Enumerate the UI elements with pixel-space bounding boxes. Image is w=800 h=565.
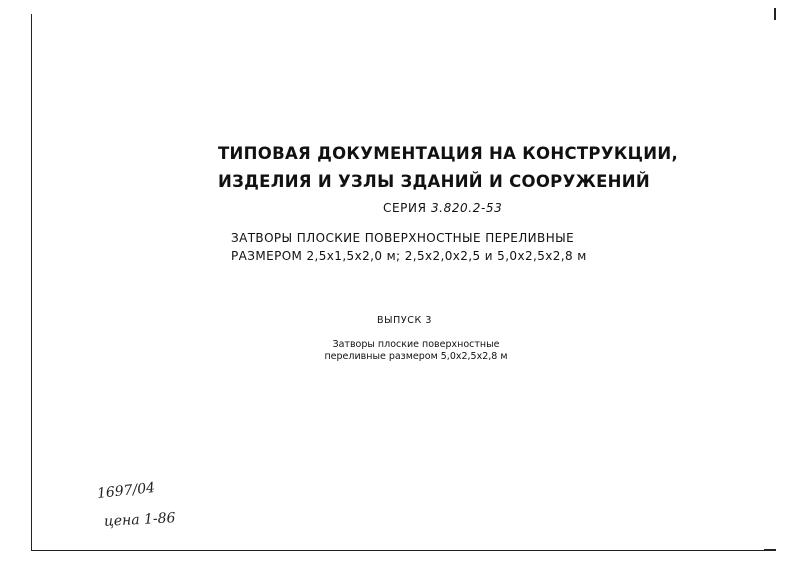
handwritten-code: 1697/04 [96,480,156,502]
document-title [218,140,679,196]
frame-corner-mark [764,549,776,551]
issue-desc-line-2: переливные размером 5,0x2,5x2,8 м [324,351,508,362]
issue-label: ВЫПУСК 3 [377,315,433,326]
subject-line-2: РАЗМЕРОМ 2,5x1,5x2,0 м; 2,5x2,0x2,5 и 5,0x2,5x2,8 м [231,249,587,263]
document-subject [231,229,587,265]
series-number: 3.820.2-53 [430,201,503,215]
series-label: СЕРИЯ [383,201,427,215]
handwritten-price: цена 1-86 [103,510,176,530]
page-frame [31,14,775,551]
series-line [383,201,502,215]
title-line-2: ИЗДЕЛИЯ И УЗЛЫ ЗДАНИЙ И СООРУЖЕНИЙ [218,172,650,191]
frame-edge-mark [774,8,776,20]
subject-line-1: ЗАТВОРЫ ПЛОСКИЕ ПОВЕРХНОСТНЫЕ ПЕРЕЛИВНЫЕ [231,231,575,245]
issue-desc-line-1: Затворы плоские поверхностные [332,339,500,350]
issue-description [316,339,516,363]
title-line-1: ТИПОВАЯ ДОКУМЕНТАЦИЯ НА КОНСТРУКЦИИ, [218,144,679,163]
